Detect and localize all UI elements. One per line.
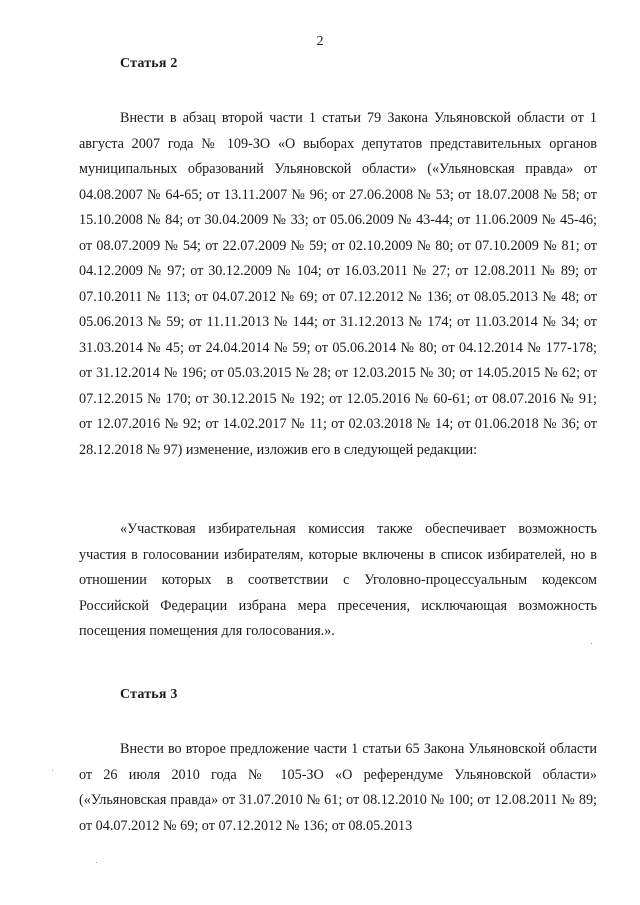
article-3-heading: Статья 3 bbox=[120, 687, 178, 702]
article-3-paragraph: Внести во второе предложение части 1 статьи 65 Закона Ульяновской области от 26 июля 2010 года № 105-ЗО «О референдуме Ульяновской области» («Ульяновская правда» от 31.07.2010 № 61; от 08.12.2010 № 100; от 12.08.2011 № 89; от 04.07.2012 № 69; от 07.12.2012 № 136; от 08.05.2013 bbox=[79, 741, 597, 834]
scan-speck bbox=[591, 643, 592, 644]
scan-speck bbox=[96, 862, 97, 863]
page-number: 2 bbox=[316, 34, 324, 49]
article-2-quote: «Участковая избирательная комиссия также обеспечивает возможность участия в голосовании избирателям, которые включены в список избирателей, но в отношении которых в соответствии с Уголовно-процессуальным кодексом Российской Федерации избрана мера пресечения, исключающая возможность посещения помещения для голосования.». bbox=[79, 521, 597, 639]
article-2-paragraph: Внести в абзац второй части 1 статьи 79 Закона Ульяновской области от 1 августа 2007 года № 109-ЗО «О выборах депутатов представительных органов муниципальных образований Ульяновской области» («Ульяновская правда» от 04.08.2007 № 64-65; от 13.11.2007 № 96; от 27.06.2008 № 53; от 18.07.2008 № 58; от 15.10.2008 № 84; от 30.04.2009 № 33; от 05.06.2009 № 43-44; от 11.06.2009 № 45-46; от 08.07.2009 № 54; от 22.07.2009 № 59; от 02.10.2009 № 80; от 07.10.2009 № 81; от 04.12.2009 № 97; от 30.12.2009 № 104; от 16.03.2011 № 27; от 12.08.2011 № 89; от 07.10.2011 № 113; от 04.07.2012 № 69; от 07.12.2012 № 136; от 08.05.2013 № 48; от 05.06.2013 № 59; от 11.11.2013 № 144; от 31.12.2013 № 174; от 11.03.2014 № 34; от 31.03.2014 № 45; от 24.04.2014 № 59; от 05.06.2014 № 80; от 04.12.2014 № 177-178; от 31.12.2014 № 196; от 05.03.2015 № 28; от 12.03.2015 № 30; от 14.05.2015 № 62; от 07.12.2015 № 170; от 30.12.2015 № 192; от 12.05.2016 № 60-61; от 08.07.2016 № 91; от 12.07.2016 № 92; от 14.02.2017 № 11; от 02.03.2018 № 14; от 01.06.2018 № 36; от 28.12.2018 № 97) изменение, изложив его в следующей редакции: bbox=[79, 110, 597, 458]
scan-speck bbox=[52, 770, 53, 771]
article-2-heading: Статья 2 bbox=[120, 56, 178, 71]
